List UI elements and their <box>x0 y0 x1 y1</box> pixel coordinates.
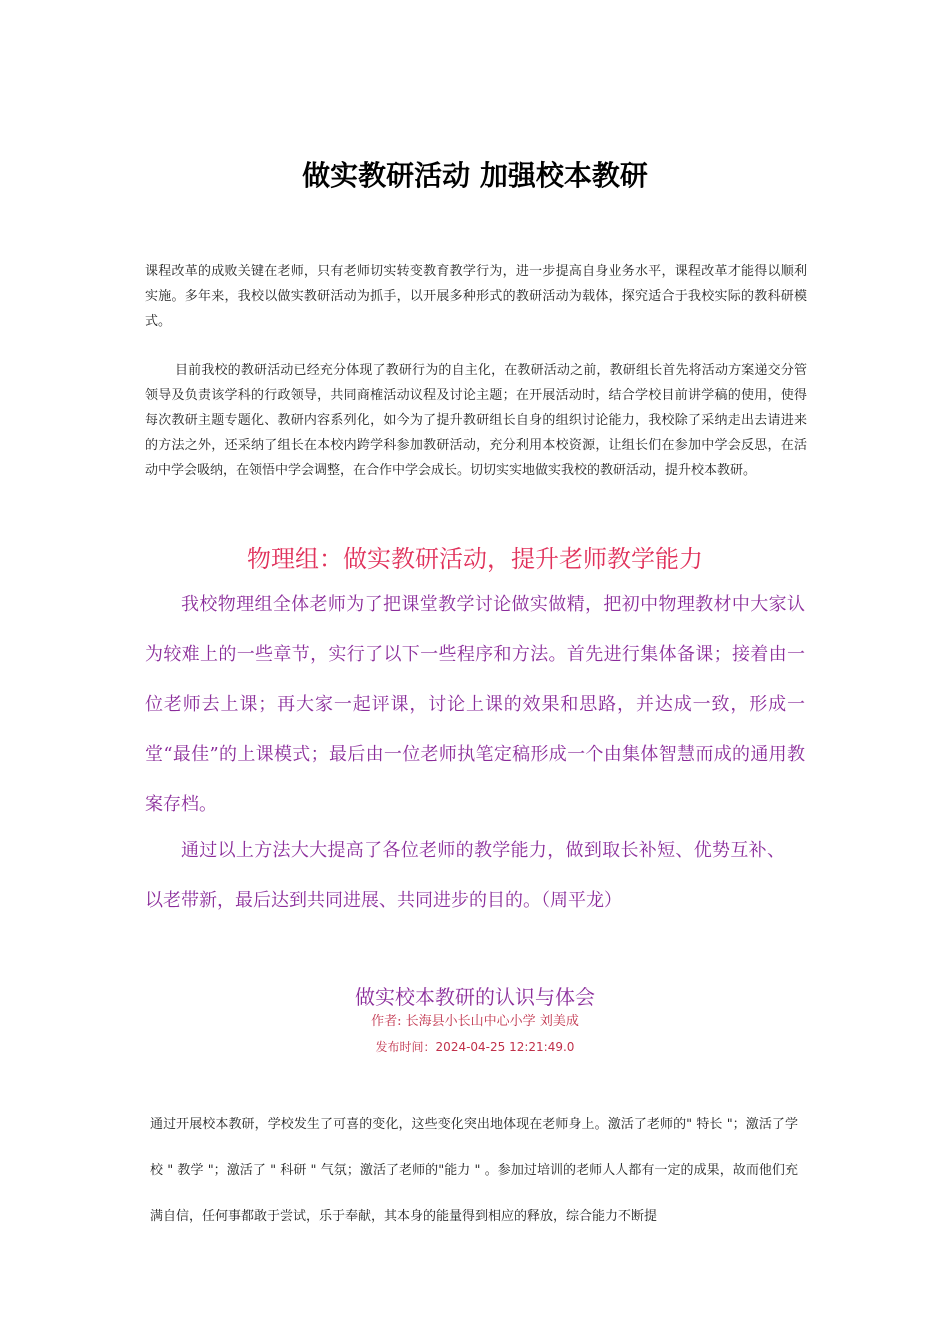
article-body: 通过开展校本教研，学校发生了可喜的变化，这些变化突出地体现在老师身上。激活了老师的" 特长 "；激活了学校 " 教学 "；激活了 " 科研 " 气氛；激活了老师的"能力 " 。参加过培训的老师人人都有一定的成果，故而他们充满自信，任何事都敢于尝试，乐于奉献，其本身的能量得到相应的释放，综合能力不断提 <box>150 1117 798 1224</box>
physics-group-heading: 物理组：做实教研活动，提升老师教学能力 <box>247 545 703 573</box>
intro-paragraph-2: 目前我校的教研活动已经充分体现了教研行为的自主化，在教研活动之前，教研组长首先将活动方案递交分管领导及负责该学科的行政领导，共同商榷活动议程及讨论主题；在开展活动时，结合学校目前讲学稿的使用，使得每次教研主题专题化、教研内容系列化，如今为了提升教研组长自身的组织讨论能力，我校除了采纳走出去请进来的方法之外，还采纳了组长在本校内跨学科参加教研活动，充分利用本校资源，让组长们在参加中学会反思，在活动中学会吸纳，在领悟中学会调整，在合作中学会成长。切切实实地做实我校的教研活动，提升校本教研。 <box>145 363 807 478</box>
physics-paragraph-2: 通过以上方法大大提高了各位老师的教学能力，做到取长补短、优势互补、以老带新，最后达到共同进展、共同进步的目的。（周平龙） <box>145 840 785 911</box>
physics-paragraph-1: 我校物理组全体老师为了把课堂教学讨论做实做精，把初中物理教材中大家认为较难上的一些章节，实行了以下一些程序和方法。首先进行集体备课；接着由一位老师去上课；再大家一起评课，讨论上课的效果和思路，并达成一致，形成一堂“最佳”的上课模式；最后由一位老师执笔定稿形成一个由集体智慧而成的通用教案存档。 <box>145 594 805 815</box>
page-title: 做实教研活动 加强校本教研 <box>302 159 648 192</box>
article-author: 作者: 长海县小长山中心小学 刘美成 <box>371 1014 579 1029</box>
article-title: 做实校本教研的认识与体会 <box>355 985 595 1009</box>
article-publish-time: 发布时间：2024-04-25 12:21:49.0 <box>375 1040 575 1054</box>
intro-paragraph-1: 课程改革的成败关键在老师，只有老师切实转变教育教学行为，进一步提高自身业务水平，课程改革才能得以顺利实施。多年来，我校以做实教研活动为抓手，以开展多种形式的教研活动为载体，探究适合于我校实际的教科研模式。 <box>145 264 807 329</box>
